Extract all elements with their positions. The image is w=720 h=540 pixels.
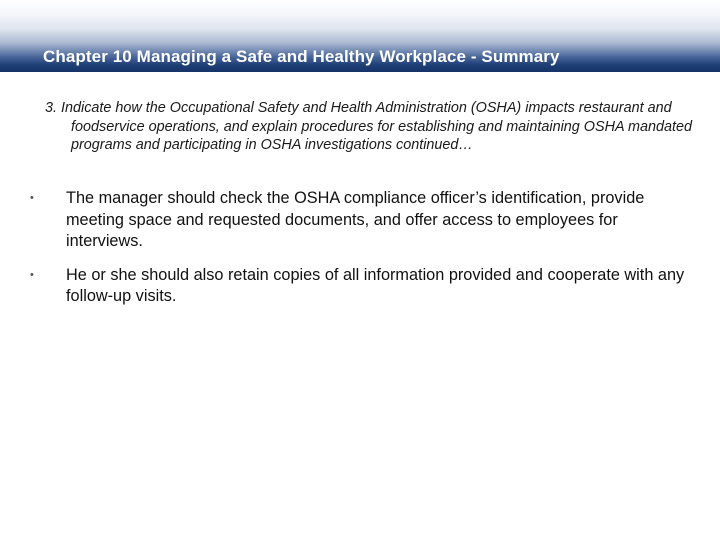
bullet-item <box>30 265 690 308</box>
bullet-item <box>30 188 690 253</box>
bullet-text: He or she should also retain copies of all information provided and cooperate with any follow-up visits. <box>66 265 685 305</box>
bullet-icon: • <box>30 192 34 204</box>
bullet-list <box>30 188 690 320</box>
objective-text: 3. Indicate how the Occupational Safety and Health Administration (OSHA) impacts restaurant and foodservice operations, and explain procedures for establishing and maintaining OSHA mandated programs and participating in OSHA investigations continued… <box>45 100 693 153</box>
slide-title: Chapter 10 Managing a Safe and Healthy Workplace - Summary <box>43 47 560 66</box>
bullet-text: The manager should check the OSHA compliance officer’s identification, provide meeting space and requested documents, and offer access to employees for interviews. <box>66 189 645 250</box>
bullet-icon: • <box>30 268 34 281</box>
